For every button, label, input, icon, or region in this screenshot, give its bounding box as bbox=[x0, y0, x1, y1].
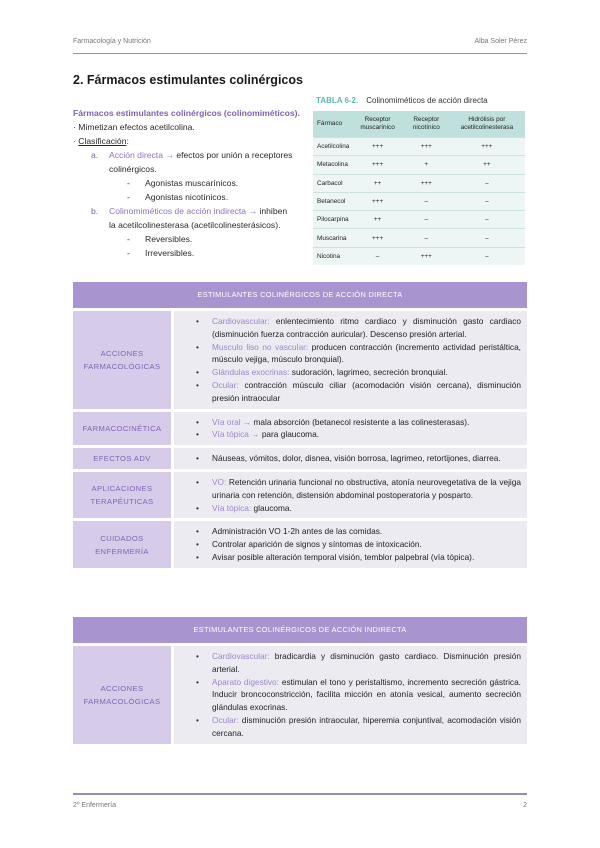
term: Cardiovascular: bbox=[212, 316, 270, 326]
cell: – bbox=[449, 247, 525, 265]
intro-a-sub-2 bbox=[73, 190, 311, 204]
direct-row-cuidados bbox=[73, 520, 527, 568]
direct-row-efectos-adv bbox=[73, 447, 527, 471]
cell: – bbox=[449, 229, 525, 247]
indirect-action-table bbox=[73, 617, 527, 744]
label-line: CUIDADOS bbox=[100, 533, 144, 543]
list-item bbox=[212, 476, 521, 502]
intro-heading: Fármacos estimulantes colinérgicos (colinomiméticos). bbox=[73, 108, 300, 118]
table-row bbox=[313, 192, 525, 210]
row-content bbox=[173, 310, 528, 411]
label-line: ACCIONES bbox=[100, 683, 144, 693]
item-b-rest: inhiben bbox=[257, 206, 288, 216]
sub-text: Agonistas nicotínicos. bbox=[145, 192, 229, 202]
cell: ++ bbox=[351, 211, 403, 229]
cell: Nicotina bbox=[313, 247, 351, 265]
term: Musculo liso no vascular: bbox=[212, 341, 309, 352]
intro-item-b bbox=[73, 204, 311, 218]
term: Vía tópica: bbox=[212, 502, 252, 513]
list-item bbox=[212, 341, 521, 367]
list-item bbox=[212, 428, 521, 441]
table62-header-row bbox=[313, 111, 525, 138]
list-item bbox=[212, 502, 521, 515]
dash: - bbox=[127, 234, 130, 244]
dash: - bbox=[127, 192, 130, 202]
footer-course: 2º Enfermería bbox=[73, 802, 117, 809]
table-row bbox=[313, 138, 525, 156]
term: Vía oral → bbox=[212, 416, 252, 427]
list-item bbox=[212, 379, 521, 405]
cell: – bbox=[351, 247, 403, 265]
text: estimulan el tono y peristaltismo, incremento secreción gástrica. Inducir broncoconstricción, facilita micción en atonía vesical, aumento secreción glándulas exocrinas. bbox=[212, 676, 521, 713]
table-row bbox=[313, 174, 525, 192]
direct-action-table bbox=[73, 282, 527, 568]
header-subject: Farmacología y Nutrición bbox=[73, 38, 151, 45]
table62-number: TABLA 6-2. bbox=[316, 96, 359, 105]
table-row bbox=[313, 247, 525, 265]
page-number: 2 bbox=[523, 802, 527, 809]
cell: +++ bbox=[351, 192, 403, 210]
cell: +++ bbox=[449, 138, 525, 156]
cell: + bbox=[404, 156, 449, 174]
footer-divider bbox=[73, 793, 527, 795]
cell: Betanecol bbox=[313, 192, 351, 210]
cell: +++ bbox=[351, 138, 403, 156]
row-content bbox=[173, 645, 528, 744]
cell: – bbox=[404, 211, 449, 229]
item-a-letter: a. bbox=[91, 150, 99, 160]
intro-block bbox=[73, 106, 311, 260]
term: Ocular: bbox=[212, 714, 239, 725]
dash: - bbox=[127, 178, 130, 188]
direct-table-title: ESTIMULANTES COLINÉRGICOS DE ACCIÓN DIRECTA bbox=[73, 282, 527, 310]
cell: – bbox=[449, 192, 525, 210]
row-content bbox=[173, 410, 528, 447]
text: bradicardia y disminución gasto cardiaco. Disminución presión arterial. bbox=[212, 651, 521, 674]
list-item bbox=[212, 416, 521, 429]
text: enlentecimiento ritmo cardiaco y disminución gasto cardiaco (disminución fuerza contracción auricular). Descenso presión arterial. bbox=[212, 316, 521, 339]
label-line: APLICACIONES bbox=[91, 484, 153, 494]
list-item bbox=[212, 650, 521, 676]
direct-row-farmacocinetica bbox=[73, 410, 527, 447]
text: producen contracción (incremento actividad peristáltica, músculo vejiga, músculo bronquial). bbox=[212, 341, 521, 365]
table-row bbox=[313, 156, 525, 174]
indirect-table-title: ESTIMULANTES COLINÉRGICOS DE ACCIÓN INDIRECTA bbox=[73, 617, 527, 645]
header-divider bbox=[73, 53, 527, 54]
text: disminución presión intraocular, hiperemia conjuntival, acomodación visión cercana. bbox=[212, 714, 521, 738]
table62-caption-text: Colinomiméticos de acción directa bbox=[366, 96, 488, 105]
row-label bbox=[73, 470, 173, 519]
list-item bbox=[212, 366, 521, 379]
row-content bbox=[173, 520, 528, 568]
intro-clasificacion bbox=[73, 134, 311, 148]
cell: Muscarina bbox=[313, 229, 351, 247]
intro-b-sub-2 bbox=[73, 246, 311, 260]
sub-text: Agonistas muscarínicos. bbox=[145, 178, 239, 188]
table62-col-nicotinico: Receptor nicotínico bbox=[404, 111, 449, 138]
item-a-term: Acción directa → bbox=[109, 150, 174, 160]
intro-line-mimetizan: · Mimetizan efectos acetilcolina. bbox=[73, 122, 195, 132]
cell: Metacolina bbox=[313, 156, 351, 174]
cell: Pilocarpina bbox=[313, 211, 351, 229]
intro-item-b-cont: la acetilcolinesterasa (acetilcolinesterásicos). bbox=[109, 220, 281, 230]
clas-label: Clasificación bbox=[78, 136, 127, 146]
row-label bbox=[73, 310, 173, 411]
table62-col-farmaco: Fármaco bbox=[313, 111, 351, 138]
cell: ++ bbox=[449, 156, 525, 174]
direct-row-aplicaciones bbox=[73, 470, 527, 519]
cell: +++ bbox=[404, 138, 449, 156]
cell: +++ bbox=[351, 229, 403, 247]
cell: Acetilcolina bbox=[313, 138, 351, 156]
cell: – bbox=[449, 174, 525, 192]
row-label bbox=[73, 520, 173, 568]
text: glaucoma. bbox=[251, 502, 292, 513]
label-line: TERAPÉUTICAS bbox=[90, 497, 154, 507]
item-b-letter: b. bbox=[91, 206, 99, 216]
term: Cardiovascular: bbox=[212, 651, 270, 661]
row-content bbox=[173, 447, 528, 471]
page-header bbox=[73, 38, 527, 50]
list-item bbox=[212, 714, 521, 740]
row-label bbox=[73, 645, 173, 744]
cell: +++ bbox=[404, 174, 449, 192]
table62 bbox=[313, 111, 525, 265]
page-footer bbox=[73, 802, 527, 809]
term: Ocular: bbox=[212, 379, 239, 390]
section-title: 2. Fármacos estimulantes colinérgicos bbox=[73, 73, 303, 87]
row-label: EFECTOS ADV bbox=[73, 447, 173, 471]
list-item: • Náuseas, vómitos, dolor, disnea, visión borrosa, lagrimeo, retortijones, diarrea. bbox=[212, 452, 521, 465]
cell: – bbox=[449, 211, 525, 229]
term: Aparato digestivo: bbox=[212, 676, 279, 687]
table-row bbox=[313, 229, 525, 247]
label-line: ENFERMERÍA bbox=[95, 546, 149, 556]
list-item bbox=[212, 676, 521, 714]
table62-col-muscarinico: Receptor muscarínico bbox=[351, 111, 403, 138]
cell: – bbox=[404, 229, 449, 247]
text: contracción músculo ciliar (acomodación visión cercana), disminución presión intraocular bbox=[212, 379, 521, 403]
row-content bbox=[173, 470, 528, 519]
text: mala absorción (betanecol resistente a las colinesterasas). bbox=[251, 416, 470, 427]
label-line: FARMACOLÓGICAS bbox=[83, 696, 161, 706]
cell: – bbox=[404, 192, 449, 210]
term: Glándulas exocrinas: bbox=[212, 367, 290, 378]
dash: - bbox=[127, 248, 130, 258]
cell: ++ bbox=[351, 174, 403, 192]
term: VO: bbox=[212, 476, 227, 487]
cell: +++ bbox=[351, 156, 403, 174]
intro-a-sub-1 bbox=[73, 176, 311, 190]
table-row bbox=[313, 211, 525, 229]
term: Vía tópica → bbox=[212, 429, 260, 440]
list-item bbox=[212, 315, 521, 341]
text: para glaucoma. bbox=[259, 429, 320, 440]
cell: Carbacol bbox=[313, 174, 351, 192]
list-item: • Avisar posible alteración temporal visión, temblor palpebral (vía tópica). bbox=[212, 551, 521, 564]
indirect-row-acciones bbox=[73, 645, 527, 744]
intro-item-a bbox=[73, 148, 311, 162]
sub-text: Irreversibles. bbox=[145, 248, 195, 258]
direct-row-acciones bbox=[73, 310, 527, 411]
text: Retención urinaria funcional no obstructiva, atonía neurovegetativa de la vejiga urinaria con retención, distensión abdominal postoperatoria y posparto. bbox=[212, 476, 521, 500]
table62-caption bbox=[316, 96, 488, 105]
item-b-term: Colinomiméticos de acción indirecta → bbox=[109, 206, 258, 216]
list-item: • Controlar aparición de signos y síntomas de intoxicación. bbox=[212, 538, 521, 551]
table62-col-hidrolisis: Hidrólisis por acetilcolinesterasa bbox=[449, 111, 525, 138]
header-author: Alba Soler Pérez bbox=[474, 38, 527, 45]
intro-b-sub-1 bbox=[73, 232, 311, 246]
label-line: ACCIONES bbox=[100, 348, 144, 358]
cell: +++ bbox=[404, 247, 449, 265]
label-line: FARMACOLÓGICAS bbox=[83, 361, 161, 371]
list-item: • Administración VO 1-2h antes de las comidas. bbox=[212, 525, 521, 538]
intro-item-a-cont: colinérgicos. bbox=[109, 164, 157, 174]
clas-suffix: : bbox=[126, 136, 129, 146]
clas-prefix: · bbox=[73, 136, 79, 146]
text: sudoración, lagrimeo, secreción bronquial. bbox=[289, 367, 448, 378]
row-label: FARMACOCINÉTICA bbox=[73, 410, 173, 447]
item-a-rest: efectos por unión a receptores bbox=[173, 150, 293, 160]
sub-text: Reversibles. bbox=[145, 234, 193, 244]
